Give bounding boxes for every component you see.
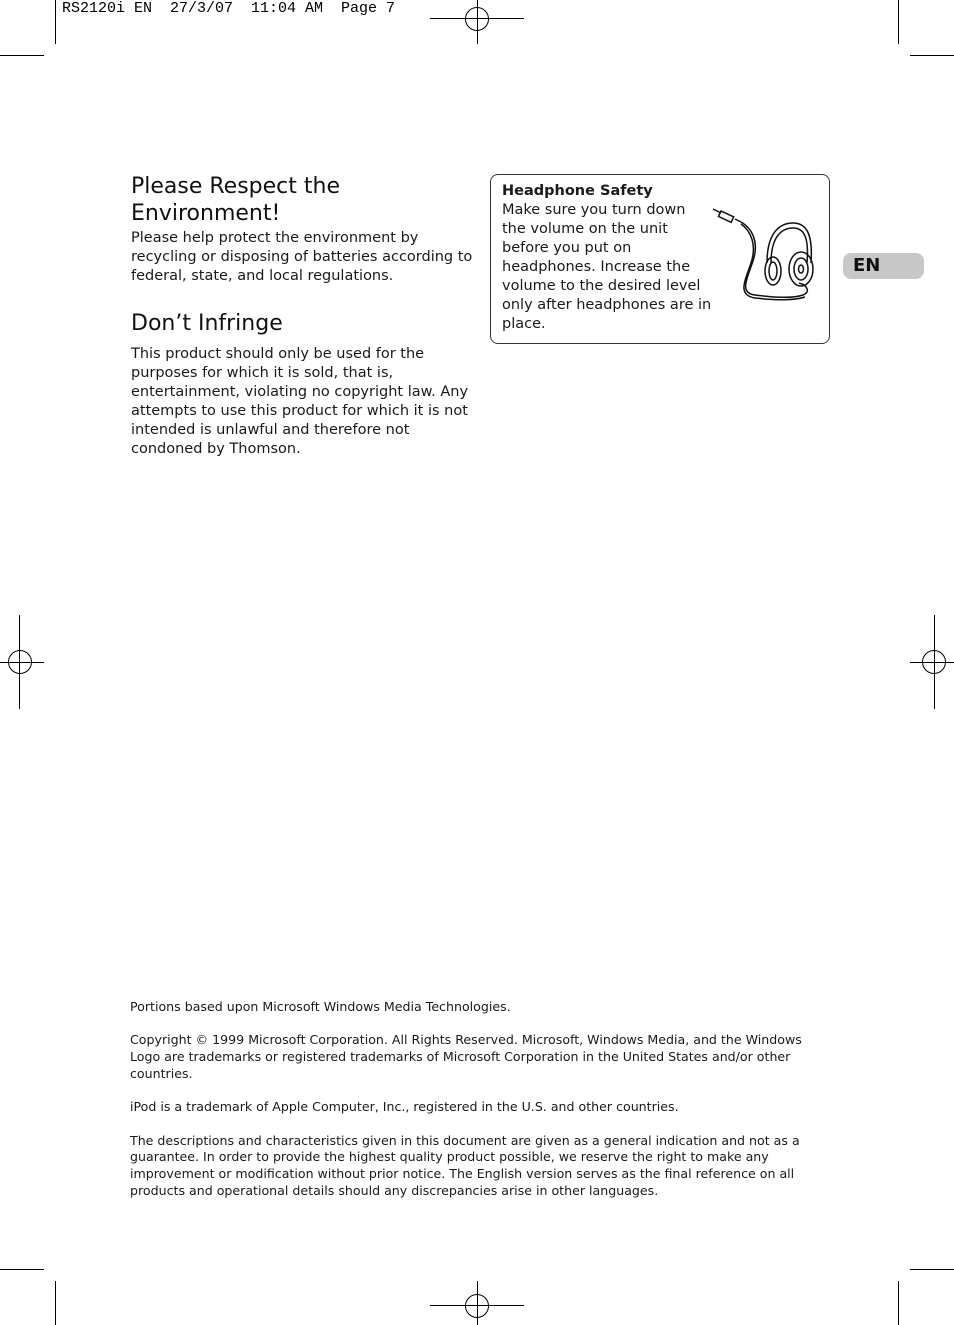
crop-mark	[898, 0, 899, 44]
crop-mark	[55, 0, 56, 44]
crop-mark	[898, 1281, 899, 1325]
headphone-safety-title: Headphone Safety	[502, 183, 653, 199]
headphone-safety-box	[490, 174, 830, 344]
environment-heading: Please Respect the Environment!	[131, 174, 340, 226]
footer-paragraph: Copyright © 1999 Microsoft Corporation. All Rights Reserved. Microsoft, Windows Media, and the Windows Logo are trademarks or registered trademarks of Microsoft Corporation in the United States and/or other countries.	[130, 1032, 802, 1081]
language-tab	[843, 253, 924, 279]
crop-mark	[55, 1281, 56, 1325]
environment-section	[131, 173, 476, 286]
infringe-heading: Don’t Infringe	[131, 311, 283, 336]
crop-mark	[910, 55, 954, 56]
language-tab-label: EN	[853, 255, 881, 276]
print-slug: RS2120i EN 27/3/07 11:04 AM Page 7	[62, 0, 396, 17]
crop-mark	[0, 1269, 44, 1270]
footer-paragraph: Portions based upon Microsoft Windows Media Technologies.	[130, 999, 511, 1014]
headphones-icon	[711, 203, 816, 308]
crop-mark	[910, 1269, 954, 1270]
footer-paragraph: iPod is a trademark of Apple Computer, Inc., registered in the U.S. and other countries.	[130, 1099, 679, 1115]
environment-text: Please help protect the environment by recycling or disposing of batteries according to federal, state, and local regulations.	[131, 230, 473, 284]
legal-footer	[130, 999, 830, 1216]
headphone-safety-text-block	[502, 182, 712, 334]
footer-paragraph: The descriptions and characteristics given in this document are given as a general indication and not as a guarantee. In order to provide the highest quality product possible, we reserve the right to make any improvement or modification without prior notice. The English version serves as the final reference on all products and operational details should any discrepancies arise in other languages.	[130, 1132, 800, 1198]
left-column	[131, 173, 476, 459]
crop-mark	[0, 55, 44, 56]
infringe-text: This product should only be used for the purposes for which it is sold, that is, entertainment, violating no copyright law. Any attempts to use this product for which it is not intended is unlawful and therefore not condoned by Thomson.	[131, 346, 469, 457]
headphone-safety-text: Make sure you turn down the volume on the unit before you put on headphones. Increase the volume to the desired level only after headphones are in place.	[502, 202, 712, 332]
infringe-section	[131, 310, 476, 459]
